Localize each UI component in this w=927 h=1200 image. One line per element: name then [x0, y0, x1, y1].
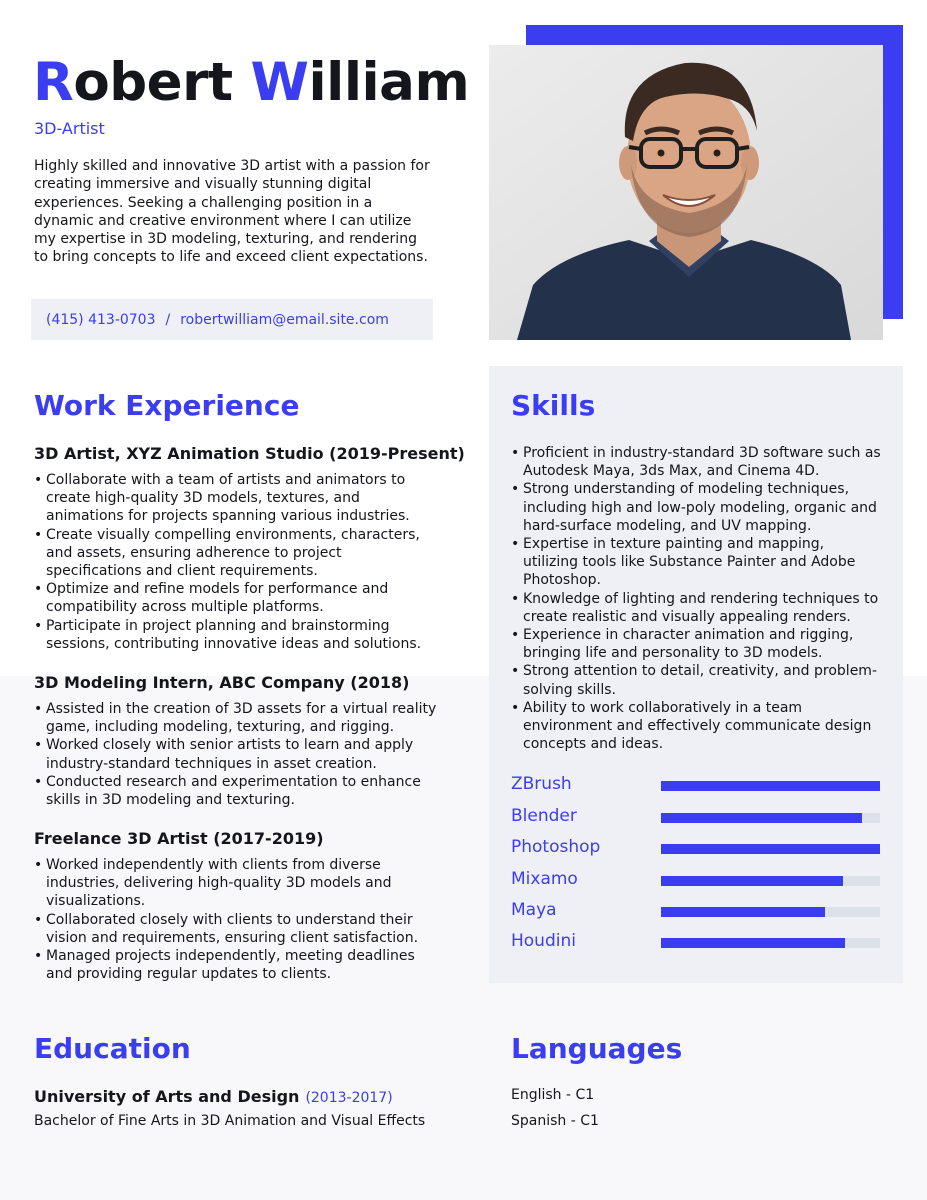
phone-number[interactable]: (415) 413-0703 — [46, 311, 156, 328]
job-role: 3D-Artist — [34, 119, 105, 138]
skill-bar-track — [661, 876, 880, 886]
job-title-freelance: Freelance 3D Artist (2017-2019) — [34, 829, 324, 848]
first-initial: R — [33, 52, 74, 113]
skill-bar-mixamo — [511, 869, 881, 891]
email-address[interactable]: robertwilliam@email.site.com — [180, 311, 389, 328]
contact-separator: / — [165, 311, 171, 328]
list-item: • Proficient in industry-standard 3D software such as Autodesk Maya, 3ds Max, and Cinema 4D. — [511, 444, 883, 480]
list-item: • Worked independently with clients from diverse industries, delivering high-quality 3D models and visualizations. — [34, 856, 424, 911]
skill-bar-track — [661, 844, 880, 854]
school-name-text: University of Arts and Design — [34, 1087, 300, 1106]
skill-bar-label: Houdini — [511, 931, 576, 951]
job-title-abc: 3D Modeling Intern, ABC Company (2018) — [34, 673, 410, 692]
skills-heading: Skills — [511, 389, 596, 422]
list-item: • Collaborate with a team of artists and animators to create high-quality 3D models, textures, and animations for projects spanning various industries. — [34, 471, 439, 526]
contact-bar — [31, 299, 433, 340]
skill-bar-label: Blender — [511, 806, 577, 826]
skill-bar-zbrush — [511, 774, 881, 796]
skill-bar-track — [661, 813, 880, 823]
work-experience-heading: Work Experience — [34, 389, 300, 422]
list-item: • Worked closely with senior artists to learn and apply industry-standard techniques in asset creation. — [34, 736, 439, 772]
candidate-name — [33, 52, 469, 113]
school-name — [34, 1087, 393, 1106]
list-item: • Strong understanding of modeling techniques, including high and low-poly modeling, organic and hard-surface modeling, and UV mapping. — [511, 480, 883, 535]
list-item: • Conducted research and experimentation to enhance skills in 3D modeling and texturing. — [34, 773, 439, 809]
last-initial: W — [250, 52, 309, 113]
portrait-illustration — [489, 45, 883, 340]
list-item: • Ability to work collaboratively in a team environment and effectively communicate design concepts and ideas. — [511, 699, 883, 754]
skill-bar-fill — [661, 938, 845, 948]
skill-bar-houdini — [511, 931, 881, 953]
first-name-rest: obert — [73, 52, 233, 113]
job-bullets-xyz — [34, 471, 439, 653]
school-years: (2013-2017) — [305, 1090, 393, 1106]
skill-bar-track — [661, 781, 880, 791]
skill-bar-maya — [511, 900, 881, 922]
skill-bar-fill — [661, 907, 825, 917]
skill-bar-fill — [661, 844, 880, 854]
last-name-rest: illiam — [308, 52, 470, 113]
job-title-xyz: 3D Artist, XYZ Animation Studio (2019-Present) — [34, 444, 465, 463]
job-bullets-freelance — [34, 856, 424, 983]
skill-bar-track — [661, 907, 880, 917]
skill-bar-label: Photoshop — [511, 837, 601, 857]
skill-bar-fill — [661, 813, 862, 823]
list-item: • Collaborated closely with clients to understand their vision and requirements, ensuring client satisfaction. — [34, 911, 424, 947]
language-item: English - C1 — [511, 1087, 595, 1103]
skill-bar-photoshop — [511, 837, 881, 859]
skill-bar-fill — [661, 781, 880, 791]
list-item: • Create visually compelling environments, characters, and assets, ensuring adherence to project specifications and client requirements. — [34, 526, 439, 581]
skill-bar-fill — [661, 876, 843, 886]
profile-summary: Highly skilled and innovative 3D artist with a passion for creating immersive and visually stunning digital experiences. Seeking a challenging position in a dynamic and creative environment where I can utilize my expertise in 3D modeling, texturing, and rendering to bring concepts to life and exceed client expectations. — [34, 158, 430, 266]
skill-bar-track — [661, 938, 880, 948]
list-item: • Managed projects independently, meeting deadlines and providing regular updates to clients. — [34, 947, 424, 983]
list-item: • Participate in project planning and brainstorming sessions, contributing innovative ideas and solutions. — [34, 617, 439, 653]
skill-bar-label: ZBrush — [511, 774, 572, 794]
degree: Bachelor of Fine Arts in 3D Animation and Visual Effects — [34, 1113, 426, 1129]
list-item: • Expertise in texture painting and mapping, utilizing tools like Substance Painter and Adobe Photoshop. — [511, 535, 883, 590]
language-item: Spanish - C1 — [511, 1113, 599, 1129]
job-bullets-abc — [34, 700, 439, 809]
profile-photo — [489, 45, 883, 340]
education-heading: Education — [34, 1032, 191, 1065]
list-item: • Knowledge of lighting and rendering techniques to create realistic and visually appealing renders. — [511, 590, 883, 626]
languages-heading: Languages — [511, 1032, 683, 1065]
list-item: • Assisted in the creation of 3D assets for a virtual reality game, including modeling, texturing, and rigging. — [34, 700, 439, 736]
list-item: • Optimize and refine models for performance and compatibility across multiple platforms. — [34, 580, 439, 616]
list-item: • Strong attention to detail, creativity, and problem-solving skills. — [511, 662, 883, 698]
skill-bar-label: Mixamo — [511, 869, 578, 889]
skill-bar-label: Maya — [511, 900, 557, 920]
list-item: • Experience in character animation and rigging, bringing life and personality to 3D models. — [511, 626, 883, 662]
skills-list — [511, 444, 883, 753]
skill-bar-blender — [511, 806, 881, 828]
